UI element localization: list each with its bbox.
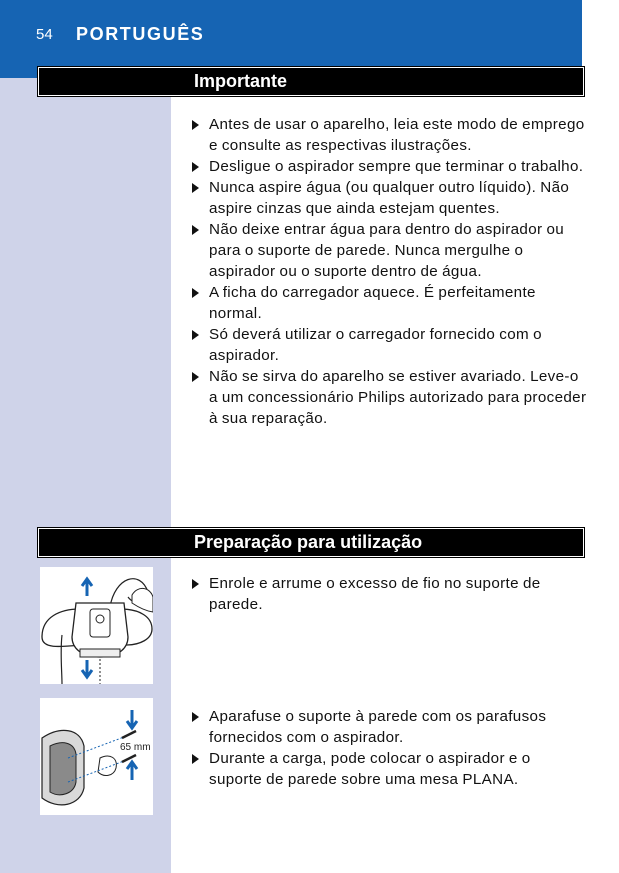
section-title: Preparação para utilização — [194, 532, 423, 552]
list-item-text: Enrole e arrume o excesso de fio no suporte de parede. — [209, 575, 541, 613]
bullet-icon — [192, 162, 199, 172]
list-item — [192, 706, 587, 748]
list-item — [192, 748, 587, 790]
list-item — [192, 282, 587, 324]
bullet-icon — [192, 330, 199, 340]
list-item — [192, 114, 587, 156]
list-item — [192, 219, 587, 282]
bullet-icon — [192, 288, 199, 298]
screw-depth-label: 65 mm — [120, 742, 151, 753]
list-item — [192, 366, 587, 429]
list-item-text: A ficha do carregador aquece. É perfeitamente normal. — [209, 284, 536, 322]
bullet-icon — [192, 372, 199, 382]
list-item — [192, 324, 587, 366]
section-title: Importante — [194, 71, 288, 91]
header-tab — [0, 70, 40, 78]
list-item-text: Durante a carga, pode colocar o aspirador e o suporte de parede sobre uma mesa PLANA. — [209, 750, 531, 788]
list-item — [192, 573, 587, 615]
list-item-text: Nunca aspire água (ou qualquer outro líquido). Não aspire cinzas que ainda estejam quentes. — [209, 179, 570, 217]
bullet-icon — [192, 120, 199, 130]
wall-bracket-drawing — [40, 567, 153, 684]
wall-bracket-cord-illustration — [40, 567, 153, 684]
bullet-icon — [192, 712, 199, 722]
section-header-important — [38, 67, 584, 96]
preparation-list-2 — [192, 706, 587, 790]
bullet-icon — [192, 225, 199, 235]
list-item-text: Não se sirva do aparelho se estiver avariado. Leve-o a um concessionário Philips autorizado para proceder à sua reparação. — [209, 368, 587, 427]
wall-mount-screws-illustration — [40, 698, 153, 815]
list-item-text: Só deverá utilizar o carregador fornecido com o aspirador. — [209, 326, 542, 364]
wall-mount-drawing — [40, 698, 153, 815]
list-item-text: Desligue o aspirador sempre que terminar o trabalho. — [209, 158, 584, 175]
list-item-text: Aparafuse o suporte à parede com os parafusos fornecidos com o aspirador. — [209, 708, 547, 746]
list-item-text: Não deixe entrar água para dentro do aspirador ou para o suporte de parede. Nunca mergulhe o aspirador ou o suporte dentro de água. — [209, 221, 565, 280]
page-number: 54 — [36, 26, 53, 43]
language-title: PORTUGUÊS — [76, 24, 205, 44]
bullet-icon — [192, 579, 199, 589]
bullet-icon — [192, 754, 199, 764]
preparation-list-1 — [192, 573, 587, 615]
list-item — [192, 156, 587, 177]
important-list — [192, 114, 587, 429]
list-item-text: Antes de usar o aparelho, leia este modo de emprego e consulte as respectivas ilustrações. — [209, 116, 585, 154]
list-item — [192, 177, 587, 219]
bullet-icon — [192, 183, 199, 193]
section-header-preparation — [38, 528, 584, 557]
